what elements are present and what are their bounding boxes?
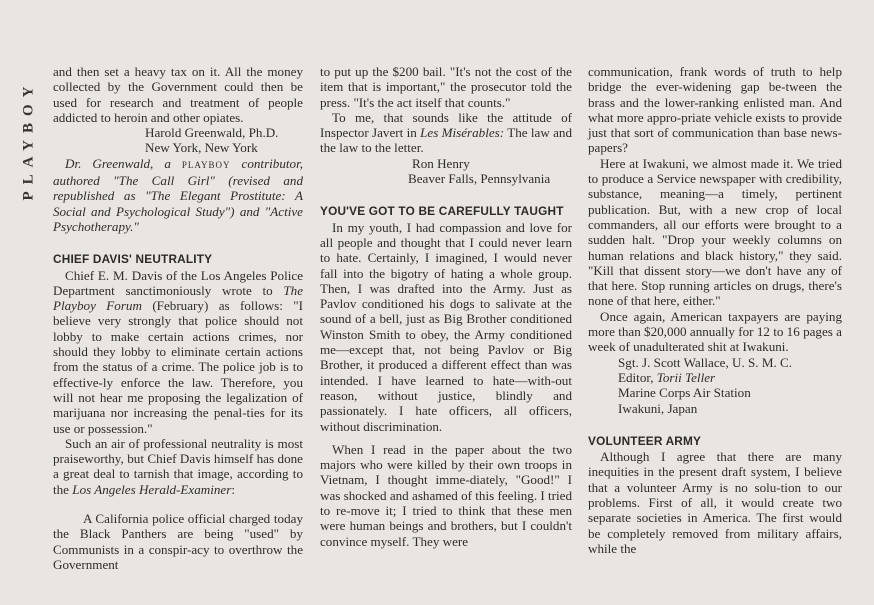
paragraph-text: Such an air of professional neutrality is most praiseworthy, but Chief Davis himself has done a great deal to tarnish that image, according to the [53,435,303,497]
newspaper-title: Torii Teller [656,369,716,385]
paragraph: Once again, American taxpayers are paying more than $20,000 annually for 12 to 16 pages a week of unadulterated shit at Iwakuni. [588,308,842,355]
paragraph: In my youth, I had compassion and love for all people and thought that I could never learn to hate. Certainly, I imagined, I would never fall into the bigotry of hating a whole group. Then, I was drafted into the Army. Just as Pavlov conditioned his dogs to salivate at the sound of a bell, just as Big Brother conditioned Winston Smith to obey, the Army conditioned me—except that, not being Pavlov or Big Brother, it produced a different effect than was intended. I have learned to hate—with-out reason, without justice, blindly and passionately. I hate officers, all officers, without discrimination. [320,219,572,434]
signature-name: Ron Henry [412,155,470,171]
section-heading: YOU'VE GOT TO BE CAREFULLY TAUGHT [320,204,564,219]
signature-place: Marine Corps Air Station [618,385,751,401]
magazine-masthead [14,60,44,220]
paragraph: Here at Iwakuni, we almost made it. We tried to produce a Service newspaper with credibility, substance, meaning—a timely, pertinent publication. But, with a new crop of local commanders, all our efforts were brought to a sudden halt. "Drop your weekly columns on human relations and black history," they said. "Kill that dissent story—we don't have any of that here. Stop running articles on drugs, there's none of that here, either." [588,155,842,309]
paragraph-text: : [231,481,235,497]
column-1 [53,64,303,572]
paragraph-text: Chief E. M. Davis of the Los Angeles Police Department sanctimoniously wrote to [53,267,303,298]
quoted-paragraph: A California police official charged today the Black Panthers are being "used" by Communists in a conspir-acy to overthrow the Government [53,511,303,572]
editor-note [53,156,303,234]
signature-name: Harold Greenwald, Ph.D. [145,125,279,141]
paragraph: When I read in the paper about the two majors who were killed by their own troops in Vietnam, I thought imme-diately, "Good!" I was shocked and ashamed of this feeling. I tried to re-move it; I tried to think that these men were human beings and brothers, but I couldn't convince myself. They were [320,441,572,549]
editor-note-smallcaps: PLAYBOY [181,159,231,170]
paragraph [53,268,303,436]
paragraph-text: (February) as follows: "I believe very strongly that police should not lobby to make certain actions crimes, nor should they lobby to eliminate certain actions from the status of a crime. The police job is to effective-ly enforce the law. Therefore, you will not hear me proposing the legalization of marijuana nor increasing the penal-ties for its use or possession." [53,298,303,436]
paragraph: Although I agree that there are many inequities in the present draft system, I believe that a volunteer Army is no solu-tion to our problems. First of all, it would create two separate societies in America. The first would be completely removed from military affairs, while the [588,449,842,556]
publication-title: Los Angeles Herald-Examiner [72,481,232,497]
column-2 [320,64,572,549]
section-heading: VOLUNTEER ARMY [588,433,702,448]
signature-place: Iwakuni, Japan [618,400,698,416]
signature-title [588,370,842,385]
paragraph: to put up the $200 bail. "It's not the cost of the item that is important," the prosecutor told the press. "It's the act itself that counts." [320,64,572,110]
editor-note-text: contributor, authored "The Call Girl" (revised and republished as "The Elegant Prostitute: A Social and Psychological Study") and "Active Psychotherapy." [53,155,304,234]
paragraph: communication, frank words of truth to help bridge the ever-widening gap be-tween the brass and the lower-ranking enlisted man. And what more appro-priate vehicle exists to provide just that sort of communication than base news-papers? [588,64,842,156]
section-heading: CHIEF DAVIS' NEUTRALITY [53,252,213,267]
signature-name: Sgt. J. Scott Wallace, U. S. M. C. [618,354,793,370]
paragraph [320,110,572,156]
paragraph-text: The law and the law to the letter. [320,125,572,156]
publication-title: The Playboy Forum [53,282,303,314]
paragraph-text: To me, that sounds like the attitude of Inspector Javert in [320,109,572,141]
paragraph: and then set a heavy tax on it. All the money collected by the Government could then be used for research and treatment of people addicted to heroin and other opiates. [53,64,303,125]
masthead-title: PLAYBOY [20,79,37,201]
signature-title-text: Editor, [618,369,657,385]
column-3 [588,64,842,556]
signature-place: New York, New York [145,140,258,156]
signature-place: Beaver Falls, Pennsylvania [408,171,551,187]
book-title: Les Misérables: [420,125,505,141]
editor-note-text: Dr. Greenwald, a [65,155,182,171]
paragraph [53,436,303,497]
